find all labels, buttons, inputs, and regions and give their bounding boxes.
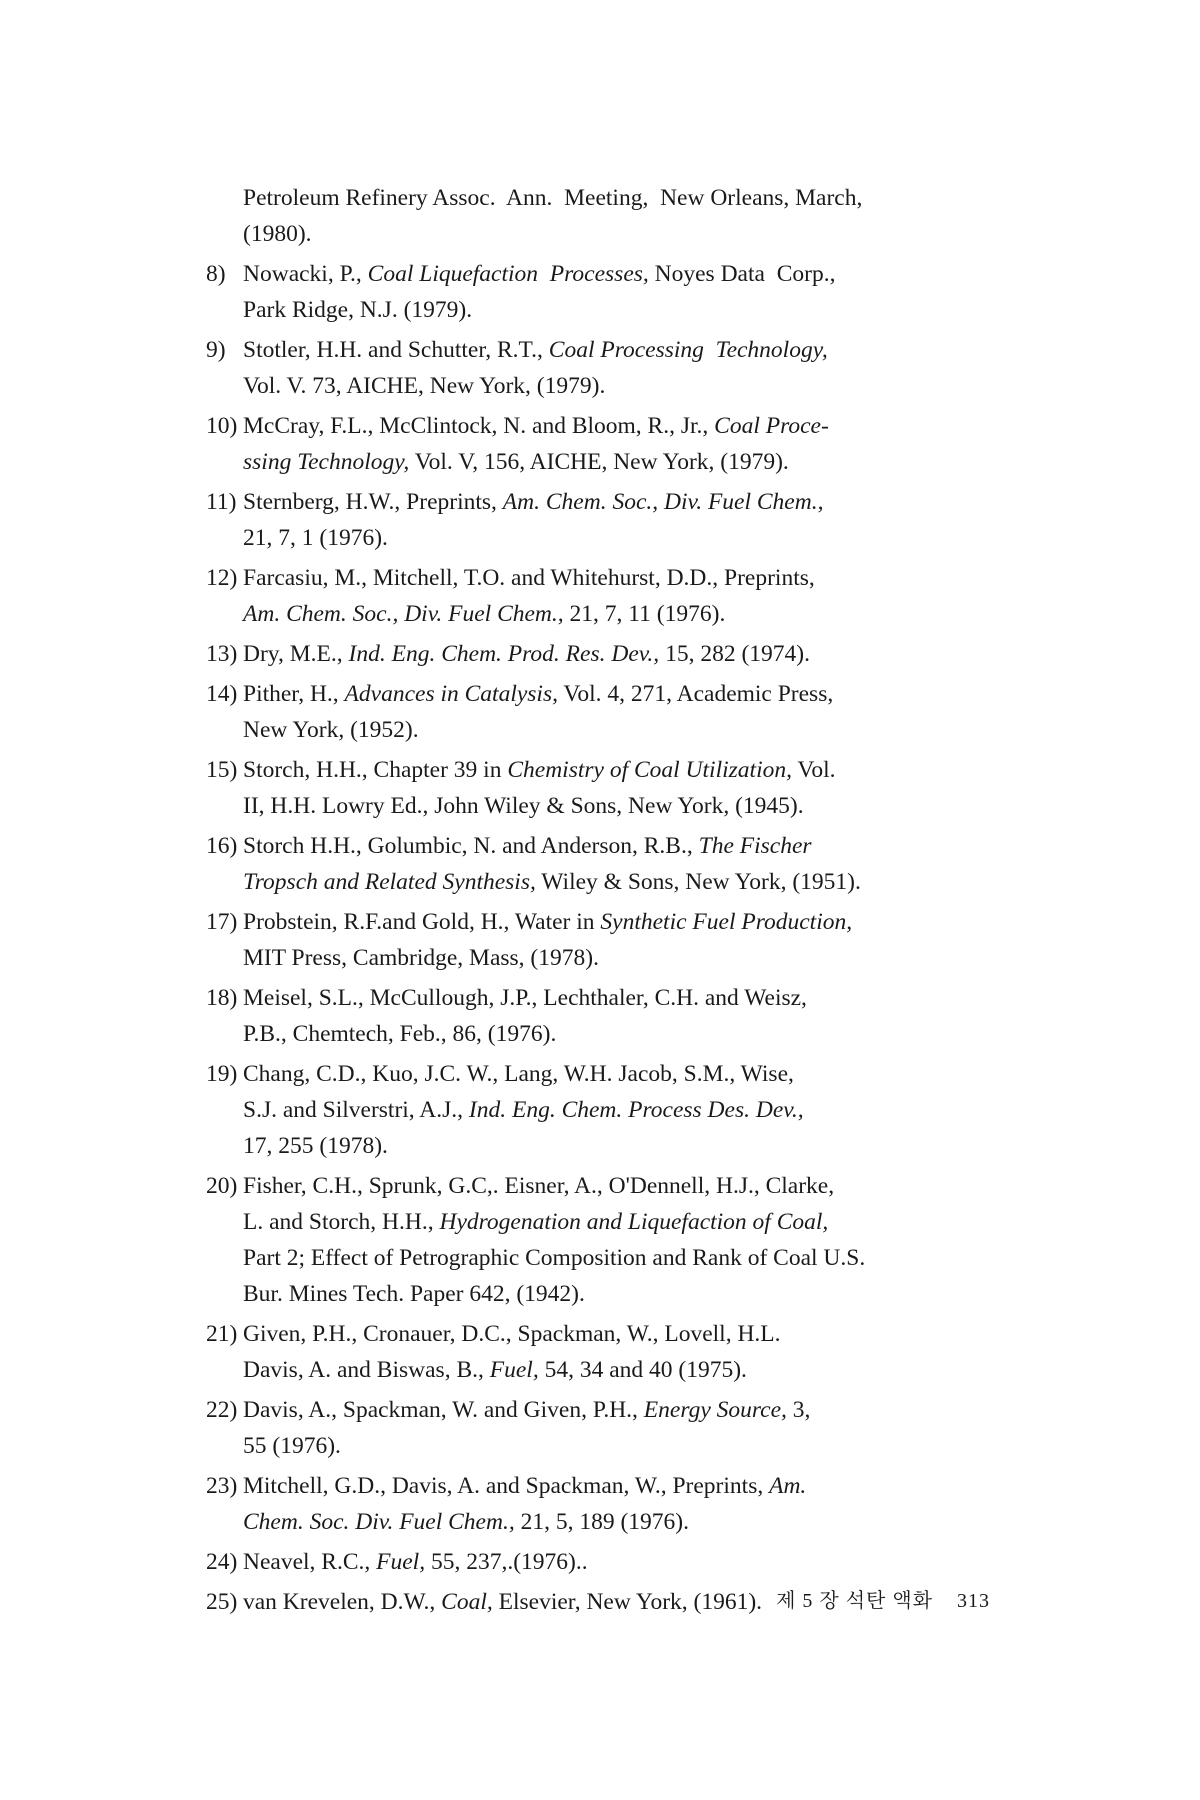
reference-line — [206, 444, 986, 480]
reference-text: Fisher, C.H., Sprunk, G.C,. Eisner, A., O'Dennell, H.J., Clarke, — [243, 1173, 835, 1199]
reference-number: 21) — [206, 1321, 238, 1347]
reference-line — [206, 712, 986, 748]
reference-line — [206, 904, 986, 940]
reference-line — [206, 788, 986, 824]
reference-entry — [206, 484, 986, 556]
reference-text: Am. Chem. Soc., Div. Fuel Chem., — [243, 601, 564, 627]
reference-line — [206, 520, 986, 556]
reference-text: Chem. Soc. Div. Fuel Chem., — [243, 1509, 515, 1535]
reference-number: 14) — [206, 681, 238, 707]
reference-text: Ind. Eng. Chem. Process Des. Dev., — [468, 1097, 804, 1123]
reference-text: Meisel, S.L., McCullough, J.P., Lechthaler, C.H. and Weisz, — [243, 985, 807, 1011]
reference-text: Hydrogenation and Liquefaction of Coal, — [439, 1209, 829, 1235]
reference-line — [206, 1468, 986, 1504]
reference-line — [206, 676, 986, 712]
reference-line — [206, 1168, 986, 1204]
reference-text: Fuel, — [489, 1357, 539, 1383]
reference-number: 15) — [206, 757, 238, 783]
reference-list — [206, 180, 986, 1620]
reference-line — [206, 256, 986, 292]
reference-entry — [206, 904, 986, 976]
reference-text: Storch H.H., Golumbic, N. and Anderson, R.B., — [243, 833, 699, 859]
reference-text: Davis, A. and Biswas, B., — [243, 1357, 490, 1383]
reference-entry — [206, 180, 986, 252]
reference-text: van Krevelen, D.W., — [243, 1589, 442, 1615]
reference-text: Given, P.H., Cronauer, D.C., Spackman, W., Lovell, H.L. — [243, 1321, 781, 1347]
reference-number: 16) — [206, 833, 238, 859]
reference-text: Advances in Catalysis, — [344, 681, 558, 707]
reference-text: Coal, — [441, 1589, 493, 1615]
reference-line — [206, 408, 986, 444]
reference-number: 11) — [206, 489, 237, 515]
reference-line — [206, 940, 986, 976]
reference-text: Coal Processing Technology, — [548, 337, 828, 363]
reference-number: 10) — [206, 413, 238, 439]
reference-number: 19) — [206, 1061, 238, 1087]
reference-entry — [206, 676, 986, 748]
chapter-title: 제 5 장 석탄 액화 — [776, 1590, 933, 1612]
reference-text: Chang, C.D., Kuo, J.C. W., Lang, W.H. Jacob, S.M., Wise, — [243, 1061, 794, 1087]
reference-text: Vol. V, 156, AICHE, New York, (1979). — [409, 449, 789, 475]
reference-line — [206, 216, 986, 252]
reference-entry — [206, 332, 986, 404]
reference-text: 17, 255 (1978). — [243, 1133, 388, 1159]
reference-text: Storch, H.H., Chapter 39 in — [243, 757, 508, 783]
reference-text: Synthetic Fuel Production, — [600, 909, 853, 935]
reference-text: Vol. 4, 271, Academic Press, — [557, 681, 834, 707]
reference-entry — [206, 408, 986, 480]
reference-number: 22) — [206, 1397, 238, 1423]
reference-text: Pither, H., — [243, 681, 345, 707]
reference-line — [206, 180, 986, 216]
reference-text: Vol. — [791, 757, 836, 783]
reference-number: 9) — [206, 337, 226, 363]
reference-text: 21, 7, 1 (1976). — [243, 525, 388, 551]
reference-text: Bur. Mines Tech. Paper 642, (1942). — [243, 1281, 585, 1307]
reference-number: 18) — [206, 985, 238, 1011]
reference-text: Am. Chem. Soc., Div. Fuel Chem., — [502, 489, 824, 515]
reference-line — [206, 1240, 986, 1276]
reference-text: Vol. V. 73, AICHE, New York, (1979). — [243, 373, 606, 399]
reference-text: Elsevier, New York, (1961). — [492, 1589, 763, 1615]
reference-line — [206, 1428, 986, 1464]
reference-text: McCray, F.L., McClintock, N. and Bloom, R., Jr., — [243, 413, 715, 439]
reference-text: Wiley & Sons, New York, (1951). — [535, 869, 861, 895]
reference-text: (1980). — [243, 221, 312, 247]
reference-text: Neavel, R.C., — [243, 1549, 377, 1575]
reference-line — [206, 1092, 986, 1128]
reference-entry — [206, 1316, 986, 1388]
reference-text: Stotler, H.H. and Schutter, R.T., — [243, 337, 549, 363]
reference-text: 15, 282 (1974). — [659, 641, 810, 667]
reference-line — [206, 636, 986, 672]
reference-text: Farcasiu, M., Mitchell, T.O. and Whitehurst, D.D., Preprints, — [243, 565, 815, 591]
reference-text: L. and Storch, H.H., — [243, 1209, 440, 1235]
reference-entry — [206, 828, 986, 900]
reference-text: Energy Source, — [643, 1397, 787, 1423]
reference-line — [206, 1504, 986, 1540]
reference-text: II, H.H. Lowry Ed., John Wiley & Sons, New York, (1945). — [243, 793, 804, 819]
reference-text: Tropsch and Related Synthesis, — [243, 869, 536, 895]
reference-number: 17) — [206, 909, 238, 935]
reference-line — [206, 1204, 986, 1240]
reference-text: ssing Technology, — [243, 449, 410, 475]
reference-entry — [206, 1468, 986, 1540]
reference-number: 12) — [206, 565, 238, 591]
reference-text: Dry, M.E., — [243, 641, 349, 667]
reference-text: 54, 34 and 40 (1975). — [538, 1357, 747, 1383]
reference-text: Fuel, — [376, 1549, 426, 1575]
reference-line — [206, 828, 986, 864]
reference-text: Nowacki, P., — [243, 261, 368, 287]
reference-entry — [206, 560, 986, 632]
reference-line — [206, 596, 986, 632]
page-number: 313 — [957, 1590, 990, 1612]
reference-text: 21, 5, 189 (1976). — [514, 1509, 689, 1535]
reference-text: Park Ridge, N.J. (1979). — [243, 297, 473, 323]
reference-line — [206, 864, 986, 900]
reference-text: MIT Press, Cambridge, Mass, (1978). — [243, 945, 599, 971]
reference-line — [206, 332, 986, 368]
reference-number: 23) — [206, 1473, 238, 1499]
reference-entry — [206, 636, 986, 672]
reference-text: Coal Liquefaction Processes, — [367, 261, 649, 287]
reference-number: 20) — [206, 1173, 238, 1199]
reference-line — [206, 1352, 986, 1388]
reference-text: Noyes Data Corp., — [648, 261, 836, 287]
reference-entry — [206, 1168, 986, 1312]
reference-text: Part 2; Effect of Petrographic Composition and Rank of Coal U.S. — [243, 1245, 866, 1271]
reference-text: S.J. and Silverstri, A.J., — [243, 1097, 469, 1123]
reference-entry — [206, 980, 986, 1052]
reference-entry — [206, 752, 986, 824]
page-footer — [700, 1584, 990, 1613]
reference-line — [206, 1056, 986, 1092]
reference-number: 8) — [206, 261, 226, 287]
reference-line — [206, 1316, 986, 1352]
reference-text: Petroleum Refinery Assoc. Ann. Meeting, New Orleans, March, — [243, 185, 863, 211]
reference-line — [206, 484, 986, 520]
reference-line — [206, 1276, 986, 1312]
reference-text: Am. — [769, 1473, 807, 1499]
reference-number: 13) — [206, 641, 238, 667]
reference-text: Chemistry of Coal Utilization, — [507, 757, 792, 783]
reference-entry — [206, 1056, 986, 1164]
reference-line — [206, 368, 986, 404]
reference-text: 21, 7, 11 (1976). — [563, 601, 726, 627]
reference-text: Davis, A., Spackman, W. and Given, P.H., — [243, 1397, 644, 1423]
reference-number: 24) — [206, 1549, 238, 1575]
reference-text: Sternberg, H.W., Preprints, — [243, 489, 503, 515]
reference-line — [206, 560, 986, 596]
reference-text: New York, (1952). — [243, 717, 419, 743]
reference-text: Coal Proce- — [714, 413, 829, 439]
reference-line — [206, 1544, 986, 1580]
reference-text: 3, — [786, 1397, 811, 1423]
reference-text: Probstein, R.F.and Gold, H., Water in — [243, 909, 601, 935]
reference-number: 25) — [206, 1589, 238, 1615]
reference-line — [206, 1128, 986, 1164]
reference-entry — [206, 256, 986, 328]
reference-entry — [206, 1544, 986, 1580]
reference-text: P.B., Chemtech, Feb., 86, (1976). — [243, 1021, 557, 1047]
reference-text: 55, 237,.(1976).. — [425, 1549, 588, 1575]
reference-entry — [206, 1392, 986, 1464]
reference-text: Mitchell, G.D., Davis, A. and Spackman, W., Preprints, — [243, 1473, 770, 1499]
reference-line — [206, 752, 986, 788]
reference-text: Ind. Eng. Chem. Prod. Res. Dev., — [348, 641, 660, 667]
reference-line — [206, 1016, 986, 1052]
reference-line — [206, 1392, 986, 1428]
reference-text: The Fischer — [698, 833, 812, 859]
reference-line — [206, 980, 986, 1016]
reference-text: 55 (1976). — [243, 1433, 341, 1459]
reference-line — [206, 292, 986, 328]
